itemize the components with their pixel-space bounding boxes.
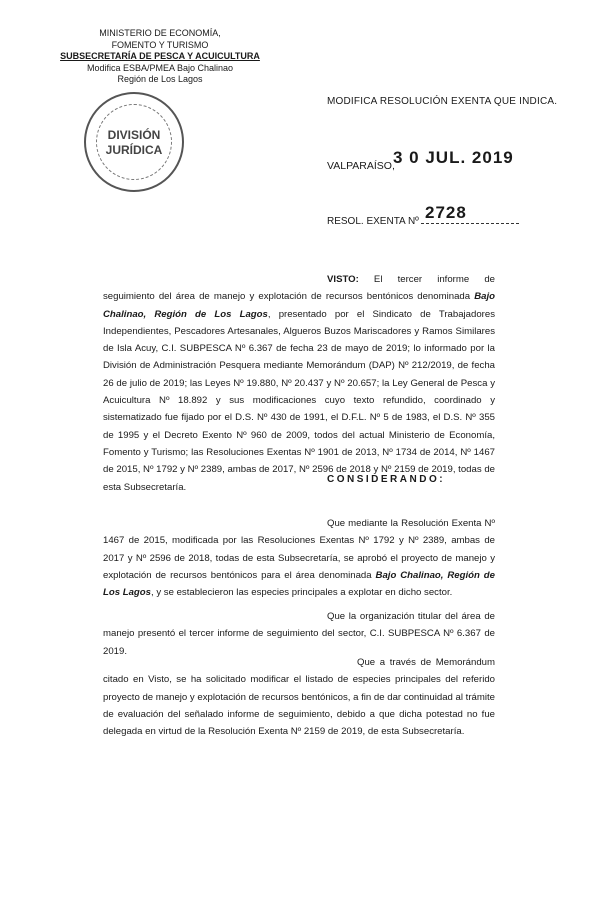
considerando-paragraph-1: [103, 515, 495, 601]
visto-paragraph: [103, 271, 495, 496]
p3-text: Que a través de Memorándum citado en Visto, se ha solicitado modificar el listado de especies principales del referido proyecto de manejo y explotación de recursos bentónicos, a fin de dar continuidad al trámite de evaluación del señalado informe de seguimiento, debido a que dicha potestad no fue delegada en virtud de la Resolución Exenta Nº 2159 de 2019, de esta Subsecretaría.: [103, 657, 495, 738]
visto-area-name: Bajo Chalinao, Región de Los Lagos: [103, 291, 495, 320]
division-juridica-stamp: [84, 92, 184, 192]
considerando-paragraph-3: [103, 654, 495, 740]
resolution-label: RESOL. EXENTA Nº: [327, 216, 419, 227]
stamp-label-1: DIVISIÓN: [107, 128, 161, 142]
document-date: 3 0 JUL. 2019: [393, 148, 514, 167]
resolution-number-line: [421, 223, 519, 224]
subsecretaria-title: SUBSECRETARÍA DE PESCA Y ACUICULTURA: [60, 51, 260, 61]
p1-text-2: , y se establecieron las especies principales a explotar en dicho sector.: [150, 587, 453, 599]
resolution-number: 2728: [425, 203, 467, 222]
p2-text: Que la organización titular del área de manejo presentó el tercer informe de seguimiento del sector, C.I. SUBPESCA Nº 6.367 de 2019.: [103, 611, 495, 657]
stamp-inner-ring: [96, 104, 172, 180]
visto-text-2: , presentado por el Sindicato de Trabajadores Independientes, Pescadores Artesanales, Algueros Buzos Mariscadores y Ramos Similares de Isla Acuy, C.I. SUBPESCA Nº 6.367 de fecha 23 de mayo de 2019; lo informado por la División de Administración Pesquera mediante Memorándum (DAP) Nº 212/2019, de fecha 26 de julio de 2019; las Leyes Nº 19.880, Nº 20.437 y Nº 20.657; la Ley General de Pesca y Acuicultura Nº 18.892 y sus modificaciones cuyo texto refundido, coordinado y sistematizado fue fijado por el D.S. Nº 430 de 1991, el D.F.L. Nº 5 de 1983, el D.S. Nº 355 de 1995 y el Decreto Exento Nº 960 de 2009, todos del actual Ministerio de Economía, Fomento y Turismo; las Resoluciones Exentas Nº 1901 de 2013, Nº 1734 de 2014, Nº 1467 de 2015, Nº 1792 y Nº 2389, ambas de 2017, Nº 2596 de 2018 y Nº 2159 de 2019, todas de esta Subsecretaría.: [103, 308, 495, 493]
institution-header: [60, 28, 260, 86]
ministry-line-1: MINISTERIO DE ECONOMÍA,: [99, 28, 221, 38]
considerando-heading: CONSIDERANDO:: [327, 474, 446, 485]
ministry-line-2: FOMENTO Y TURISMO: [111, 39, 209, 50]
resolution-label-row: [327, 216, 519, 227]
visto-label: VISTO:: [327, 274, 359, 285]
visto-text-1: El tercer informe de seguimiento del área de manejo y explotación de recursos bentónicos denominada: [103, 274, 495, 303]
place-label: VALPARAÍSO,: [327, 160, 395, 172]
considerando-paragraph-2: [103, 608, 495, 660]
reference-line-1: Modifica ESBA/PMEA Bajo Chalinao: [86, 62, 234, 73]
p1-area-name: Bajo Chalinao, Región de Los Lagos: [103, 569, 495, 599]
p1-text-1: Que mediante la Resolución Exenta Nº 1467 de 2015, modificada por las Resoluciones Exentas Nº 1792 y Nº 2389, ambas de 2017 y Nº 2596 de 2018, todas de esta Subsecretaría, se aprobó el proyecto de manejo y explotación de recursos bentónicos para el área denominada: [103, 518, 495, 581]
reference-line-2: Región de Los Lagos: [117, 74, 203, 84]
stamp-label-2: JURÍDICA: [105, 143, 163, 157]
document-subject: MODIFICA RESOLUCIÓN EXENTA QUE INDICA.: [327, 96, 558, 107]
